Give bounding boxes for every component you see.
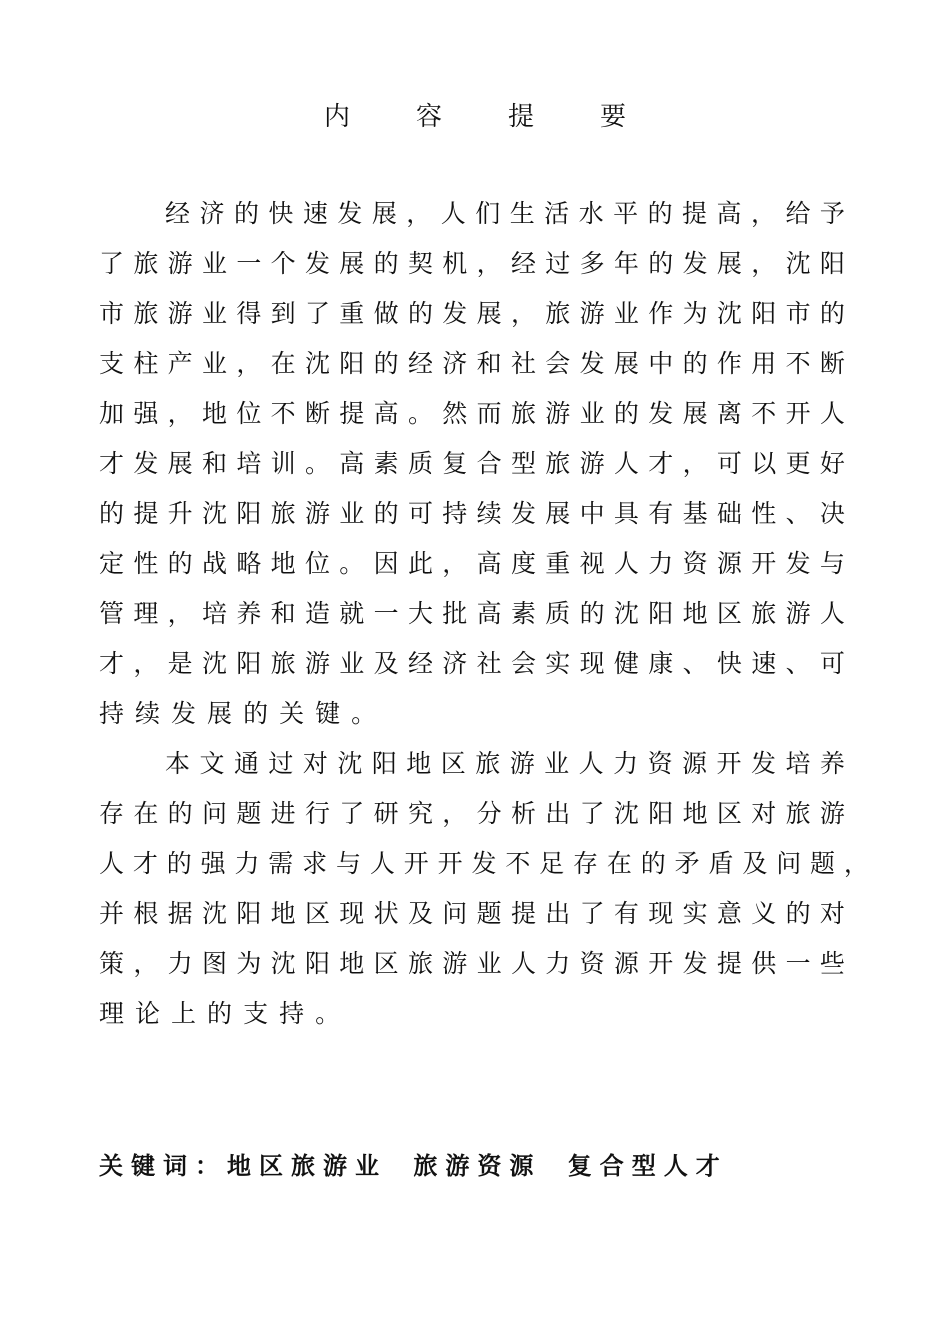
- text-line: 市 旅 游 业 得 到 了 重 做 的 发 展 ， 旅 游 业 作 为 沈 阳 市 的: [99, 299, 845, 328]
- text-line: 才 发 展 和 培 训 。 高 素 质 复 合 型 旅 游 人 才 ， 可 以 更 好: [99, 449, 845, 478]
- text-line: 才 ， 是 沈 阳 旅 游 业 及 经 济 社 会 实 现 健 康 、 快 速 、 可: [99, 649, 845, 678]
- text-line: 加 强 ， 地 位 不 断 提 高 。 然 而 旅 游 业 的 发 展 离 不 开 人: [99, 399, 845, 428]
- text-line: 理 论 上 的 支 持 。: [99, 999, 341, 1028]
- keywords-line: [99, 1146, 728, 1181]
- keyword-item: 旅游资源: [413, 1152, 542, 1180]
- page-title: [0, 96, 950, 133]
- text-line: 本 文 通 过 对 沈 阳 地 区 旅 游 业 人 力 资 源 开 发 培 养: [165, 749, 845, 778]
- text-line: 的 提 升 沈 阳 旅 游 业 的 可 持 续 发 展 中 具 有 基 础 性 、 决: [99, 499, 845, 528]
- text-line: 并 根 据 沈 阳 地 区 现 状 及 问 题 提 出 了 有 现 实 意 义 的 对: [99, 899, 845, 928]
- text-line: 了 旅 游 业 一 个 发 展 的 契 机 ， 经 过 多 年 的 发 展 ， 沈 阳: [99, 249, 845, 278]
- keyword-item: 地区旅游业: [227, 1152, 387, 1180]
- title-char: 内: [323, 102, 350, 132]
- title-char: 容: [415, 102, 442, 132]
- text-line: 持 续 发 展 的 关 键 。: [99, 699, 377, 728]
- text-line: 支 柱 产 业 ， 在 沈 阳 的 经 济 和 社 会 发 展 中 的 作 用 不 断: [99, 349, 845, 378]
- title-char: 要: [600, 102, 627, 132]
- text-line: 策 ， 力 图 为 沈 阳 地 区 旅 游 业 人 力 资 源 开 发 提 供 一 些: [99, 949, 845, 978]
- keywords-label: 关键词：: [99, 1152, 227, 1180]
- title-char: 提: [508, 102, 535, 132]
- abstract-body: [99, 196, 879, 1046]
- keyword-item: 复合型人才: [567, 1152, 728, 1180]
- text-line: 存 在 的 问 题 进 行 了 研 究 ， 分 析 出 了 沈 阳 地 区 对 旅 游: [99, 799, 845, 828]
- text-line: 经 济 的 快 速 发 展 ， 人 们 生 活 水 平 的 提 高 ， 给 予: [165, 199, 845, 228]
- text-line: 管 理 ， 培 养 和 造 就 一 大 批 高 素 质 的 沈 阳 地 区 旅 游 人: [99, 599, 845, 628]
- text-line: 人 才 的 强 力 需 求 与 人 开 开 发 不 足 存 在 的 矛 盾 及 问 题 ，: [99, 849, 869, 878]
- text-line: 定 性 的 战 略 地 位 。 因 此 ， 高 度 重 视 人 力 资 源 开 发 与: [99, 549, 845, 578]
